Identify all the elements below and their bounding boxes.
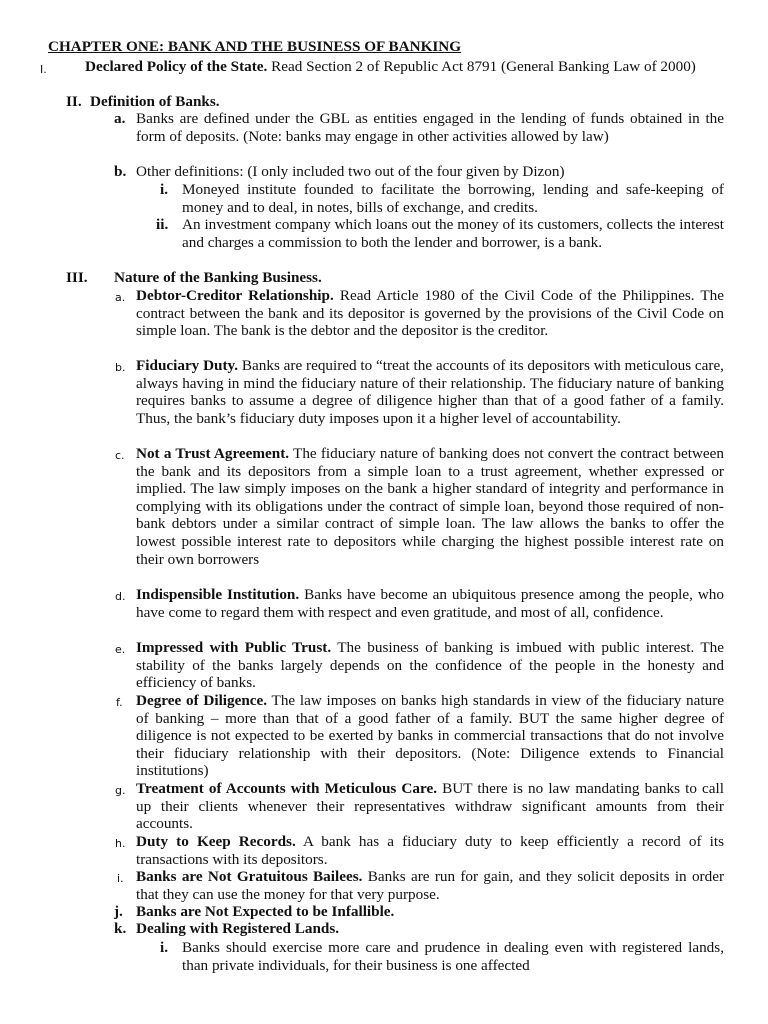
section-3-g <box>136 780 724 833</box>
section-3-a-heading: Debtor-Creditor Relationship. <box>136 287 334 304</box>
section-3-a-text: Read Article 1980 of the Civil Code of the Philippines. The contract between the bank and its depositor is governed by the provisions of the Civil Code on simple loan. The bank is the debtor and the depositor is the creditor. <box>136 287 724 340</box>
section-2-b-marker: b. <box>114 163 127 180</box>
section-3-a-marker: a. <box>115 291 126 304</box>
section-3-h-text: A bank has a fiduciary duty to keep efficiently a record of its transactions with its depositors. <box>136 833 724 868</box>
section-3-c <box>136 445 724 568</box>
section-3-g-marker: g. <box>115 784 126 797</box>
section-1-marker: I. <box>40 63 47 76</box>
section-3-e <box>136 639 724 692</box>
section-3-d-text: Banks have become an ubiquitous presence among the people, who have come to regard them with respect and even gratitude, and most of all, confidence. <box>136 586 724 621</box>
section-3-j <box>136 903 724 921</box>
section-3-i-heading: Banks are Not Gratuitous Bailees. <box>136 868 363 885</box>
section-3-i-text: Banks are run for gain, and they solicit deposits in order that they can use the money for that very purpose. <box>136 868 724 903</box>
section-3-c-heading: Not a Trust Agreement. <box>136 445 290 462</box>
section-3-marker: III. <box>66 269 88 286</box>
section-2-b-ii: An investment company which loans out the money of its customers, collects the interest and charges a commission to both the lender and borrower, is a bank. <box>182 216 724 251</box>
section-2-b-i-marker: i. <box>160 181 169 198</box>
section-3-g-heading: Treatment of Accounts with Meticulous Care. <box>136 780 437 797</box>
section-3-heading: Nature of the Banking Business. <box>114 269 322 286</box>
section-2-heading-row <box>90 93 724 111</box>
section-3-heading-row <box>114 269 724 287</box>
section-3-b-marker: b. <box>115 361 126 374</box>
section-3-c-marker: c. <box>115 449 125 462</box>
section-3-a <box>136 287 724 340</box>
section-2-b-ii-marker: ii. <box>156 216 169 233</box>
section-3-h-marker: h. <box>115 837 126 850</box>
section-3-e-text: The business of banking is imbued with public interest. The stability of the banks largely depends on the confidence of the people in the honesty and efficiency of banks. <box>136 639 724 692</box>
section-3-g-text: BUT there is no law mandating banks to call up their clients whenever their representatives withdraw significant amounts from their accounts. <box>136 780 724 833</box>
section-3-j-marker: j. <box>114 903 123 920</box>
section-1 <box>62 58 724 76</box>
section-3-b-heading: Fiduciary Duty. <box>136 357 239 374</box>
section-3-c-text: The fiduciary nature of banking does not convert the contract between the bank and its depositors from a simple loan to a trust agreement, whether expressed or implied. The law simply imposes on the bank a higher standard of integrity and performance in complying with its obligations under the contract of simple loan, beyond those required of non-bank debtors under a similar contract of simple loan. The law allows the banks to offer the lowest possible interest rate to depositors while charging the highest possible interest rate on their own borrowers <box>136 445 724 568</box>
section-3-i-marker: i. <box>117 872 124 885</box>
section-3-e-heading: Impressed with Public Trust. <box>136 639 332 656</box>
section-3-k-heading: Dealing with Registered Lands. <box>136 920 340 937</box>
section-3-h-heading: Duty to Keep Records. <box>136 833 296 850</box>
section-3-j-heading: Banks are Not Expected to be Infallible. <box>136 903 395 920</box>
section-3-f <box>136 692 724 780</box>
section-3-h <box>136 833 724 868</box>
section-3-k-i: Banks should exercise more care and prudence in dealing even with registered lands, than private individuals, for their business is one affected <box>182 939 724 974</box>
section-3-k <box>136 920 724 938</box>
section-3-i <box>136 868 724 903</box>
section-3-d-heading: Indispensible Institution. <box>136 586 300 603</box>
chapter-title: CHAPTER ONE: BANK AND THE BUSINESS OF BANKING <box>48 38 462 55</box>
section-3-f-text: The law imposes on banks high standards in view of the fiduciary nature of banking – more than that of a good father of a family. BUT the same higher degree of diligence is not expected to be exerted by banks in commercial transactions that do not involve their fiduciary relationship with their depositors. (Note: Diligence extends to Financial institutions) <box>136 692 725 780</box>
section-1-text: Read Section 2 of Republic Act 8791 (General Banking Law of 2000) <box>267 58 696 75</box>
section-3-b <box>136 357 724 427</box>
section-3-f-heading: Degree of Diligence. <box>136 692 268 709</box>
section-2-marker: II. <box>66 93 82 110</box>
section-2-a-marker: a. <box>114 110 126 127</box>
section-3-k-i-marker: i. <box>160 939 169 956</box>
section-3-d-marker: d. <box>115 590 126 603</box>
section-3-k-marker: k. <box>114 920 127 937</box>
section-2-heading: Definition of Banks. <box>90 93 220 110</box>
section-2-b-i: Moneyed institute founded to facilitate the borrowing, lending and safe-keeping of money and to deal, in notes, bills of exchange, and credits. <box>182 181 724 216</box>
section-2-a: Banks are defined under the GBL as entities engaged in the lending of funds obtained in the form of deposits. (Note: banks may engage in other activities allowed by law) <box>136 110 724 145</box>
section-3-d <box>136 586 724 621</box>
section-3-e-marker: e. <box>115 643 126 656</box>
section-1-heading: Declared Policy of the State. <box>85 58 268 75</box>
section-3-f-marker: f. <box>116 696 123 709</box>
section-2-b: Other definitions: (I only included two out of the four given by Dizon) <box>136 163 565 180</box>
section-3-b-text: Banks are required to “treat the accounts of its depositors with meticulous care, always having in mind the fiduciary nature of their relationship. The fiduciary nature of banking requires banks to assume a degree of diligence higher than that of a good father of a family. Thus, the bank’s fiduciary duty imposes upon it a higher level of accountability. <box>136 357 724 427</box>
